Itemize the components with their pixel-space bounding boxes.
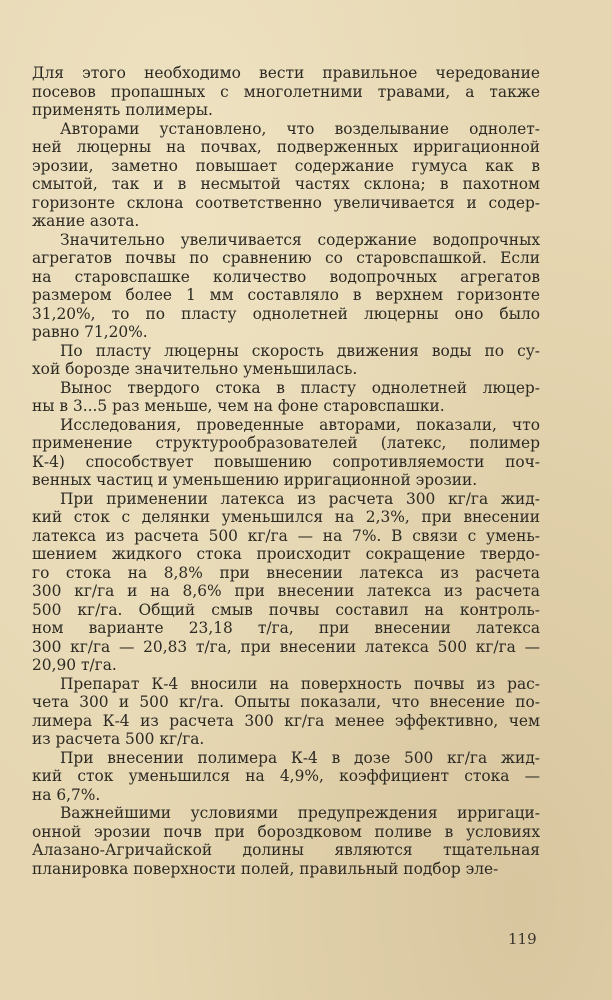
paragraph [32, 342, 540, 379]
text-line: Авторами установлено, что возделывание однолет- [60, 119, 540, 138]
paragraph [32, 749, 540, 805]
text-line: При применении латекса из расчета 300 кг/га жид- [60, 489, 540, 508]
text-line: Алазано-Агричайской долины являются тщательная [32, 841, 540, 859]
text-line: ны в 3...5 раз меньше, чем на фоне старовспашки. [32, 397, 445, 415]
text-line: чета 300 и 500 кг/га. Опыты показали, что внесение по- [32, 693, 540, 711]
text-line: применять полимеры. [32, 101, 213, 119]
text-line: 31,20%, то по пласту однолетней люцерны оно было [32, 304, 540, 323]
text-line: По пласту люцерны скорость движения воды по су- [60, 341, 540, 360]
text-line: Препарат К-4 вносили на поверхность почвы из рас- [60, 674, 540, 693]
text-line: планировка поверхности полей, правильный подбор эле- [32, 859, 499, 878]
text-line: 300 кг/га и на 8,6% при внесении латекса из расчета [32, 582, 540, 600]
paragraph [32, 64, 540, 120]
text-line: ней люцерны на почвах, подверженных ирригационной [32, 138, 540, 156]
text-line: Исследования, проведенные авторами, показали, что [60, 415, 540, 434]
text-line: применение структурообразователей (латекс, полимер [32, 434, 540, 452]
text-line: хой борозде значительно уменьшилась. [32, 360, 358, 378]
text-line: посевов пропашных с многолетними травами, а также [32, 82, 540, 101]
paragraph [32, 120, 540, 231]
text-line: Значительно увеличивается содержание водопрочных [60, 230, 540, 249]
text-line: го стока на 8,8% при внесении латекса из расчета [32, 563, 540, 582]
text-line: кий сток уменьшился на 4,9%, коэффициент стока — [32, 767, 540, 785]
text-line: Важнейшими условиями предупреждения ирригаци- [60, 804, 540, 822]
text-line: жание азота. [32, 212, 140, 230]
text-line: К-4) способствует повышению сопротивляемости поч- [32, 452, 540, 471]
paragraph [32, 490, 540, 675]
text-line: агрегатов почвы по сравнению со старовспашкой. Если [32, 249, 540, 267]
text-line: ном варианте 23,18 т/га, при внесении латекса [32, 619, 540, 637]
text-line: латекса из расчета 500 кг/га — на 7%. В связи с умень- [32, 526, 540, 545]
paragraph [32, 804, 540, 878]
paragraph [32, 379, 540, 416]
text-line: на 6,7%. [32, 785, 101, 804]
text-line: лимера К-4 из расчета 300 кг/га менее эффективно, чем [32, 711, 540, 730]
text-line: равно 71,20%. [32, 323, 148, 341]
text-line: кий сток с делянки уменьшился на 2,3%, при внесении [32, 508, 540, 526]
text-line: Вынос твердого стока в пласту однолетней люцер- [60, 378, 540, 397]
page-number: 119 [508, 930, 537, 948]
text-line: эрозии, заметно повышает содержание гумуса как в [32, 156, 540, 175]
paragraph [32, 231, 540, 342]
paragraph [32, 675, 540, 749]
text-line: онной эрозии почв при бороздковом поливе в условиях [32, 822, 540, 841]
text-line: на старовспашке количество водопрочных агрегатов [32, 267, 540, 286]
text-line: смытой, так и в несмытой частях склона; в пахотном [32, 175, 540, 193]
text-line: Для этого необходимо вести правильное чередование [32, 64, 540, 82]
text-line: размером более 1 мм составляло в верхнем горизонте [32, 286, 540, 304]
text-line: 20,90 т/га. [32, 656, 117, 674]
text-line: шением жидкого стока происходит сокращение твердо- [32, 545, 540, 563]
text-line: горизонте склона соответственно увеличивается и содер- [32, 193, 540, 212]
text-line: При внесении полимера К-4 в дозе 500 кг/га жид- [60, 748, 540, 767]
paragraph [32, 416, 540, 490]
text-line: 300 кг/га — 20,83 т/га, при внесении латекса 500 кг/га — [32, 637, 540, 656]
body-text [32, 64, 540, 878]
text-line: из расчета 500 кг/га. [32, 730, 205, 748]
text-line: венных частиц и уменьшению ирригационной эрозии. [32, 471, 478, 489]
text-line: 500 кг/га. Общий смыв почвы составил на контроль- [32, 600, 540, 619]
